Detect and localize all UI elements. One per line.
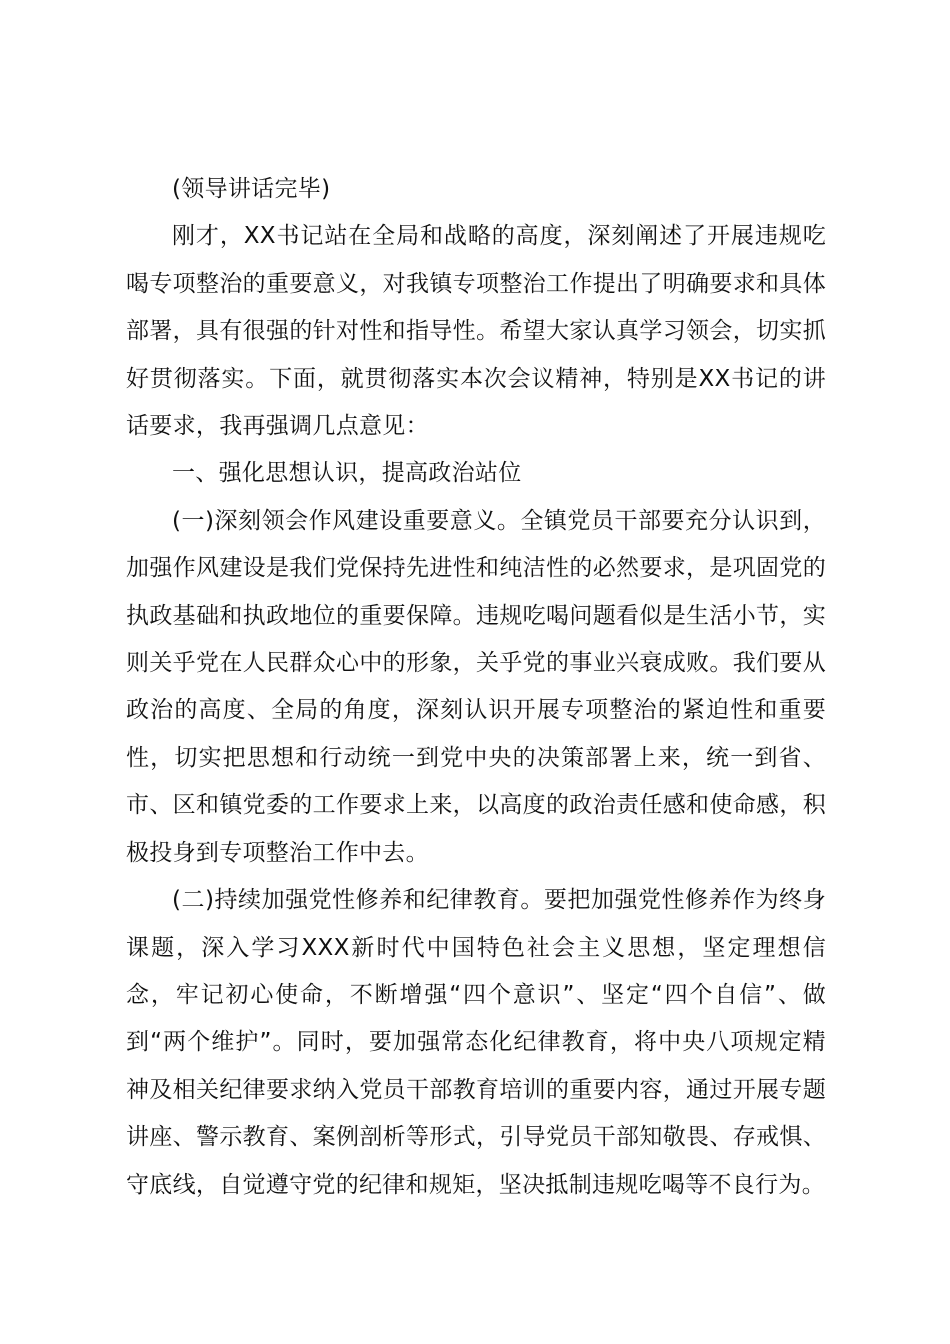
subsection-paragraph-2: (二)持续加强党性修养和纪律教育。要把加强党性修养作为终身课题，深入学习XXX新时代中国特色社会主义思想，坚定理想信念，牢记初心使命，不断增强“四个意识”、坚定“四个自信”、做到“两个维护”。同时，要加强常态化纪律教育，将中央八项规定精神及相关纪律要求纳入党员干部教育培训的重要内容，通过开展专题讲座、警示教育、案例剖析等形式，引导党员干部知敬畏、存戒惧、守底线，自觉遵守党的纪律和规矩，坚决抵制违规吃喝等不良行为。 xyxy=(126,887,826,1198)
document-body xyxy=(126,166,826,1209)
closing-note: (领导讲话完毕) xyxy=(172,176,331,202)
intro-paragraph: 刚才，XX书记站在全局和战略的高度，深刻阐述了开展违规吃喝专项整治的重要意义，对我镇专项整治工作提出了明确要求和具体部署，具有很强的针对性和指导性。希望大家认真学习领会，切实抓好贯彻落实。下面，就贯彻落实本次会议精神，特别是XX书记的讲话要求，我再强调几点意见： xyxy=(126,223,826,440)
subsection-paragraph-1: (一)深刻领会作风建设重要意义。全镇党员干部要充分认识到，加强作风建设是我们党保持先进性和纯洁性的必然要求，是巩固党的执政基础和执政地位的重要保障。违规吃喝问题看似是生活小节，实则关乎党在人民群众心中的形象，关乎党的事业兴衰成败。我们要从政治的高度、全局的角度，深刻认识开展专项整治的紧迫性和重要性，切实把思想和行动统一到党中央的决策部署上来，统一到省、市、区和镇党委的工作要求上来，以高度的政治责任感和使命感，积极投身到专项整治工作中去。 xyxy=(126,507,826,866)
section-heading-1: 一、强化思想认识，提高政治站位 xyxy=(172,460,522,487)
